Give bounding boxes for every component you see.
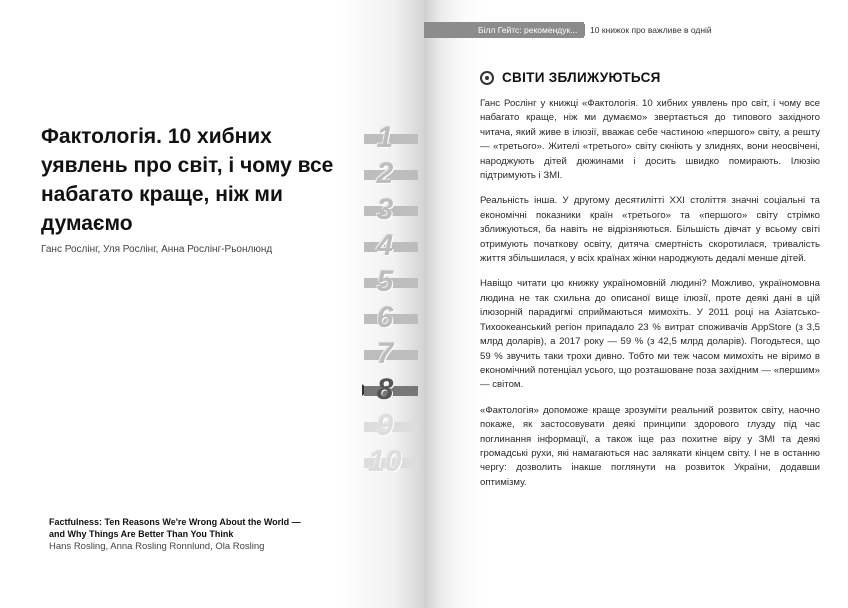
chapter-number-label: 4: [376, 229, 394, 262]
chapter-number-4[interactable]: [356, 228, 424, 264]
chapter-number-label: 3: [376, 193, 394, 226]
chapter-number-5[interactable]: [356, 264, 424, 300]
book-title: Фактологія. 10 хибних уявлень про світ, і чому все набагато краще, ніж ми думаємо: [41, 125, 334, 235]
paragraph: «Фактологія» допоможе краще зрозуміти реальний розвиток світу, наочно покаже, як застосовувати деякі принципи здорового глузду під час поглинання інформації, а також іще раз похитне віру у ЗМІ та деякі громадські рухи, які намагаються нас залякати кінцем світу. І не в останню чергу: дозволить інакше поглянути на розвиток України, додавши оптимізму.: [480, 404, 820, 488]
original-title: Factfulness: Ten Reasons We're Wrong About the World — and Why Things Are Better Than You Think: [49, 517, 301, 539]
paragraph: Навіщо читати цю книжку україномовній людині? Можливо, україномовна людина не так схильна до описаної вище ілюзії, проте деякі дані в цій ілюзорній парадигмі сприймаються мимохіть. У 2011 році на Азіатсько-Тихоокеанський регіон припадало 23 % витрат споживачів AppStore (з 3,5 млрд доларів), а 2017 року — 59 % (з 42,5 млрд доларів). Погодьтеся, що 59 % звучить таки трохи дивно. Тобто ми теж часом мимохіть не віримо в економічний потенціал усього, що розташоване поза західним — «першим» — світом.: [480, 278, 820, 391]
chapter-number-label: 8: [376, 373, 394, 406]
chapter-number-9[interactable]: [356, 408, 424, 444]
chapter-number-8[interactable]: [356, 372, 424, 408]
paragraph: Ганс Рослінг у книжці «Фактологія. 10 хибних уявлень про світ, і чому все набагато краще, ніж ми думаємо» звертається до типового західного читача, який живе в ілюзії, вважає себе частиною «першого» світу, а решту — «третього». Жителі «третього» світу скніють у злиднях, вони неосвічені, народжують дітей дюжинами і досить швидко помирають. Ілюзію підтримують і ЗМІ.: [480, 98, 820, 182]
paragraph: Реальність інша. У другому десятилітті XXI століття значні соціальні та економічні показники країн «третього» та «першого» світу стрімко зближуються, ба навіть не відрізняються. Більшість дівчат у всьому світі отримують початкову освіту, дитяча смертність скоротилася, тривалість життя збільшилася, у всіх країнах жінки народжують дедалі менше дітей.: [480, 195, 820, 265]
body-text: [480, 97, 820, 501]
chapter-number-label: 5: [376, 265, 394, 298]
chapter-number-label: 1: [376, 121, 394, 154]
chapter-number-2[interactable]: [356, 156, 424, 192]
chapter-number-column: [356, 0, 424, 608]
target-icon: [480, 71, 494, 85]
chapter-number-7[interactable]: [356, 336, 424, 372]
chapter-number-10[interactable]: [356, 444, 424, 480]
chapter-number-label: 10: [368, 445, 402, 478]
original-authors: Hans Rosling, Anna Rosling Ronnlund, Ola Rosling: [49, 541, 265, 552]
header-tab[interactable]: Білл Гейтс: рекомендук...: [424, 22, 584, 38]
chapter-number-label: 7: [376, 337, 394, 370]
right-page: [424, 0, 848, 608]
running-header: [424, 22, 848, 38]
header-text: 10 книжок про важливе в одній: [590, 25, 712, 35]
chapter-number-label: 2: [376, 157, 394, 190]
chapter-number-label: 9: [376, 409, 394, 442]
chapter-number-label: 6: [376, 301, 394, 334]
chapter-number-1[interactable]: [356, 120, 424, 156]
book-authors: Ганс Рослінг, Уля Рослінг, Анна Рослінг-Рьонлюнд: [41, 244, 273, 255]
section-title: СВІТИ ЗБЛИЖУЮТЬСЯ: [502, 70, 661, 85]
chapter-number-6[interactable]: [356, 300, 424, 336]
header-divider: [584, 24, 585, 36]
chapter-number-3[interactable]: [356, 192, 424, 228]
